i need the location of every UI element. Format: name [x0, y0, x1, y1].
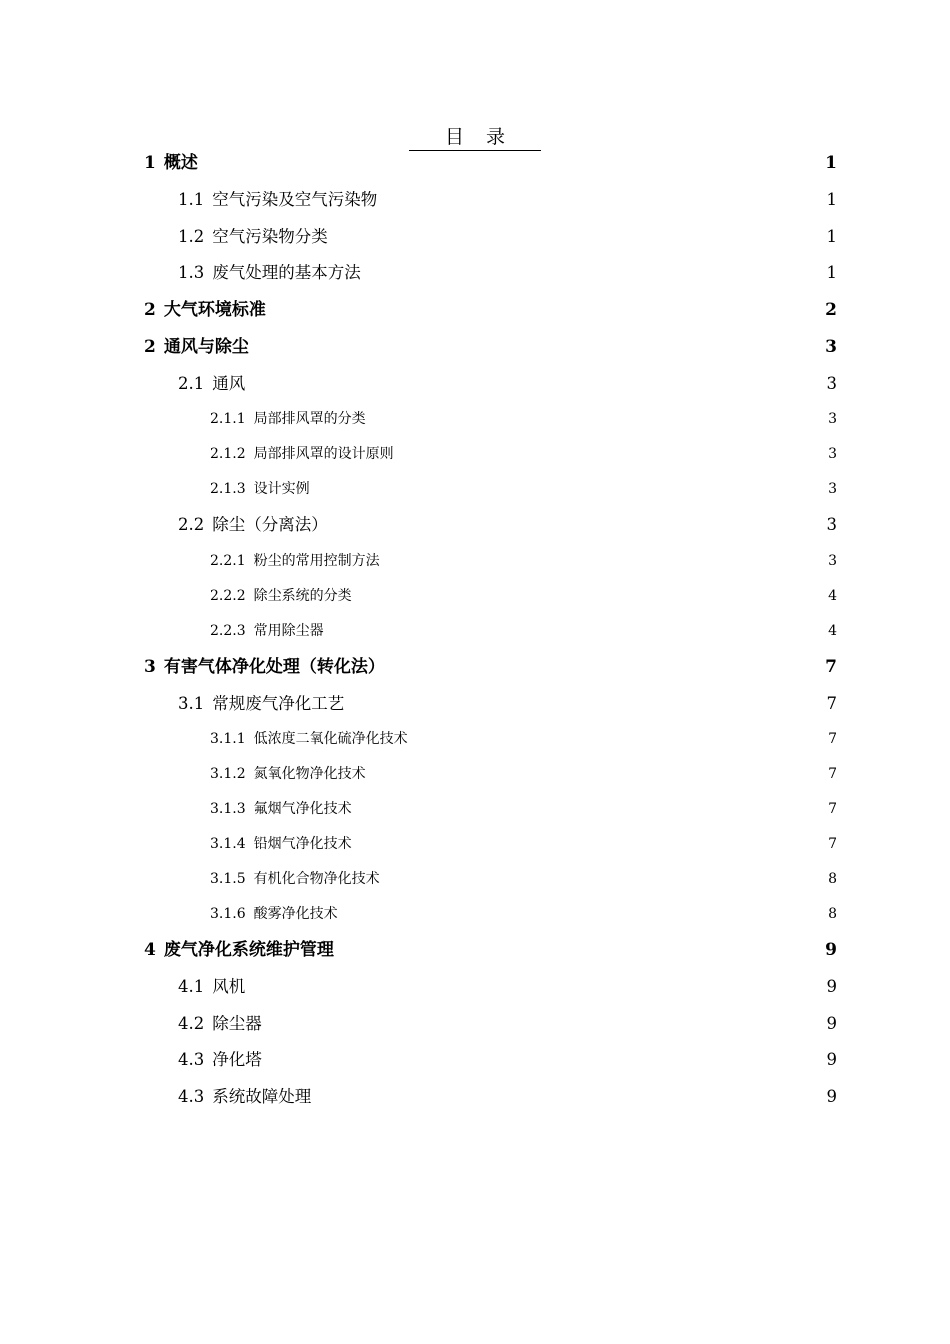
toc-entry-title: 净化塔 [212, 1050, 262, 1069]
toc-entry-number: 4 [144, 940, 156, 960]
toc-entry-number: 1.2 [178, 226, 205, 246]
toc-entry-page-number: 9 [826, 1050, 837, 1069]
toc-entry-title: 除尘（分离法） [212, 515, 328, 534]
toc-entry[interactable] [0, 507, 950, 544]
toc-entry-page-number: 4 [828, 587, 837, 604]
toc-entry-page-number: 3 [828, 411, 837, 427]
toc-entry[interactable] [0, 862, 950, 897]
toc-entry-number: 2 [144, 336, 156, 357]
toc-entry[interactable] [0, 1006, 950, 1043]
toc-entry[interactable] [0, 329, 950, 366]
toc-entry-title: 风机 [212, 977, 246, 996]
toc-entry[interactable] [0, 827, 950, 862]
toc-entry-title: 通风与除尘 [163, 336, 249, 357]
toc-entry-page-number: 7 [828, 836, 837, 852]
toc-entry-title: 大气环境标准 [163, 299, 266, 320]
toc-entry-number: 2.2 [178, 515, 205, 534]
toc-entry-number: 4.3 [178, 1050, 205, 1069]
toc-entry[interactable] [0, 145, 950, 182]
toc-entry-page-number: 7 [828, 766, 837, 782]
toc-entry-title: 除尘器 [212, 1013, 262, 1033]
toc-entry[interactable] [0, 757, 950, 792]
toc-entry[interactable] [0, 1079, 950, 1116]
toc-entry-number: 4.1 [178, 977, 205, 996]
toc-entry-page-number: 3 [828, 446, 837, 462]
toc-entry-number: 4.2 [178, 1013, 205, 1033]
toc-entry-number: 1 [144, 153, 156, 173]
toc-entry[interactable] [0, 437, 950, 472]
toc-entry-title: 局部排风罩的设计原则 [253, 446, 394, 462]
toc-entry[interactable] [0, 472, 950, 507]
toc-entry-number: 1.1 [178, 190, 205, 209]
toc-entry-number: 2.1.1 [210, 411, 246, 427]
toc-entry-title: 除尘系统的分类 [253, 587, 352, 604]
toc-entry[interactable] [0, 292, 950, 329]
toc-entry-page-number: 7 [828, 731, 837, 747]
toc-entry-number: 3 [144, 656, 156, 677]
toc-entry-page-number: 9 [826, 977, 837, 996]
toc-entry-page-number: 1 [825, 153, 837, 173]
toc-entry[interactable] [0, 897, 950, 932]
toc-entry-number: 2.2.2 [210, 587, 246, 604]
toc-entry-page-number: 7 [825, 656, 837, 677]
toc-entry-number: 3.1 [178, 693, 205, 713]
toc-entry[interactable] [0, 932, 950, 969]
table-of-contents [0, 145, 950, 1115]
toc-entry-title: 酸雾净化技术 [253, 906, 338, 922]
toc-entry-title: 氮氧化物净化技术 [253, 766, 366, 782]
toc-entry-number: 2.1.3 [210, 481, 246, 497]
toc-entry-page-number: 8 [828, 906, 837, 922]
toc-entry-number: 2.1 [178, 373, 205, 393]
toc-entry-number: 2.1.2 [210, 446, 246, 462]
toc-entry-number: 2.2.1 [210, 552, 246, 569]
toc-entry[interactable] [0, 649, 950, 686]
toc-entry-number: 3.1.1 [210, 731, 246, 747]
toc-entry[interactable] [0, 614, 950, 649]
toc-entry[interactable] [0, 686, 950, 723]
toc-entry-page-number: 3 [826, 373, 837, 393]
toc-entry-page-number: 1 [826, 263, 837, 282]
toc-entry-number: 1.3 [178, 263, 205, 282]
toc-entry[interactable] [0, 969, 950, 1006]
toc-entry[interactable] [0, 182, 950, 219]
toc-entry-title: 概述 [163, 153, 198, 173]
toc-entry-title: 废气处理的基本方法 [212, 263, 361, 282]
toc-entry[interactable] [0, 579, 950, 614]
toc-entry-page-number: 3 [828, 552, 837, 569]
toc-entry-page-number: 3 [828, 481, 837, 497]
toc-entry-title: 通风 [212, 373, 246, 393]
toc-entry-page-number: 7 [828, 801, 837, 817]
toc-entry-number: 3.1.5 [210, 871, 246, 887]
toc-entry-title: 系统故障处理 [212, 1086, 312, 1106]
toc-entry-number: 3.1.2 [210, 766, 246, 782]
toc-entry-page-number: 3 [826, 515, 837, 534]
toc-entry-title: 低浓度二氧化硫净化技术 [253, 731, 408, 747]
toc-entry-title: 常用除尘器 [253, 622, 324, 639]
toc-entry-number: 3.1.4 [210, 836, 246, 852]
toc-entry-page-number: 9 [825, 940, 837, 960]
toc-entry-title: 局部排风罩的分类 [253, 411, 366, 427]
toc-entry[interactable] [0, 1042, 950, 1079]
toc-entry[interactable] [0, 722, 950, 757]
toc-entry[interactable] [0, 544, 950, 579]
toc-entry[interactable] [0, 255, 950, 292]
toc-entry-title: 有害气体净化处理（转化法） [163, 656, 385, 677]
toc-entry-title: 铅烟气净化技术 [253, 836, 352, 852]
toc-entry-page-number: 7 [826, 693, 837, 713]
toc-entry-title: 废气净化系统维护管理 [163, 940, 334, 960]
toc-entry-title: 常规废气净化工艺 [212, 693, 345, 713]
toc-entry-page-number: 2 [825, 299, 837, 320]
toc-entry-page-number: 4 [828, 622, 837, 639]
toc-entry-title: 氟烟气净化技术 [253, 801, 352, 817]
toc-entry-title: 有机化合物净化技术 [253, 871, 380, 887]
toc-entry-title: 空气污染及空气污染物 [212, 190, 378, 209]
toc-entry-page-number: 1 [826, 190, 837, 209]
toc-entry[interactable] [0, 792, 950, 827]
toc-entry-number: 3.1.3 [210, 801, 246, 817]
toc-entry-title: 空气污染物分类 [212, 226, 328, 246]
toc-entry-number: 3.1.6 [210, 906, 246, 922]
toc-entry-number: 2.2.3 [210, 622, 246, 639]
toc-entry[interactable] [0, 366, 950, 403]
toc-entry[interactable] [0, 402, 950, 437]
toc-entry-number: 4.3 [178, 1086, 205, 1106]
toc-entry-title: 设计实例 [253, 481, 310, 497]
toc-entry-page-number: 1 [826, 226, 837, 246]
toc-entry-number: 2 [144, 299, 156, 320]
toc-entry-page-number: 9 [826, 1013, 837, 1033]
toc-entry-page-number: 9 [826, 1086, 837, 1106]
toc-entry-title: 粉尘的常用控制方法 [253, 552, 380, 569]
toc-title-text: 目录 [409, 124, 541, 151]
toc-entry-page-number: 3 [825, 336, 837, 357]
toc-entry-page-number: 8 [828, 871, 837, 887]
toc-entry[interactable] [0, 219, 950, 256]
